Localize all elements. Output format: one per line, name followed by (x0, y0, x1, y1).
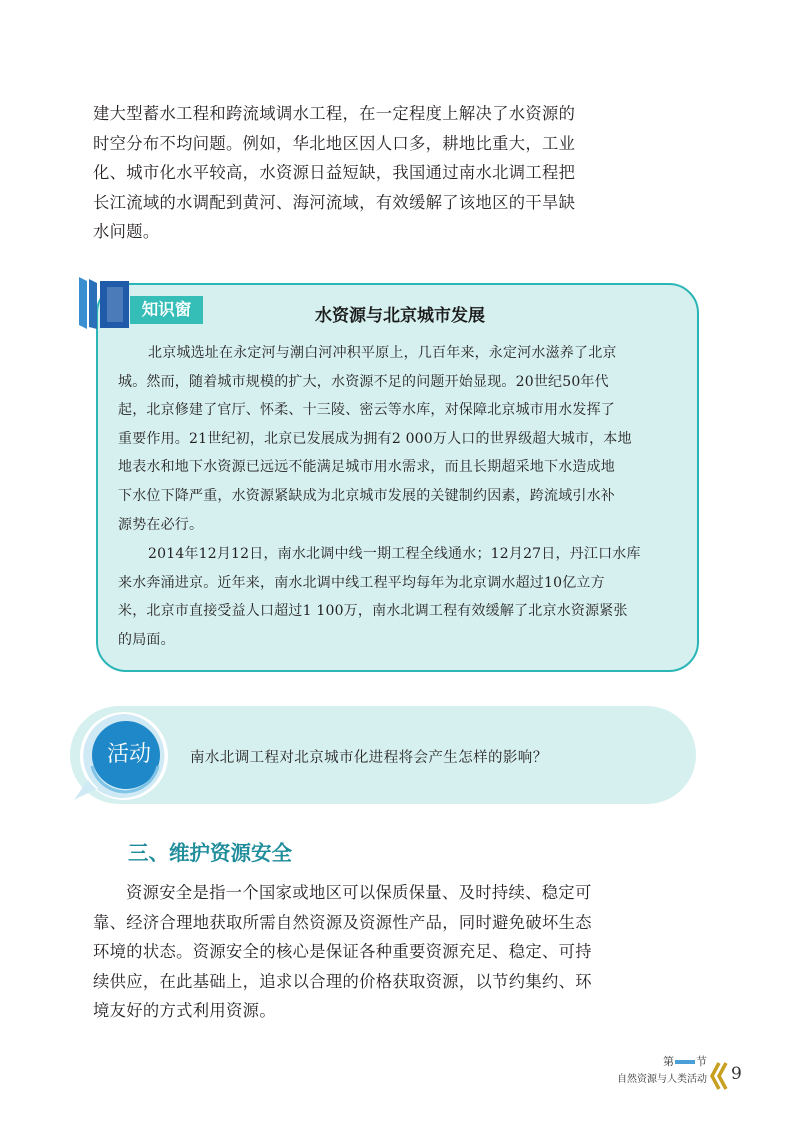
text-line: 下水位下降严重，水资源紧缺成为北京城市发展的关键制约因素，跨流域引水补 (118, 487, 615, 504)
page-number: 9 (731, 1064, 742, 1084)
section-heading: 三、维护资源安全 (128, 841, 292, 865)
text-line: 境友好的方式利用资源。 (93, 1001, 276, 1021)
text-line: 起，北京修建了官厅、怀柔、十三陵、密云等水库，对保障北京城市用水发挥了 (118, 402, 615, 419)
activity-question: 南水北调工程对北京城市化进程将会产生怎样的影响？ (190, 750, 548, 766)
chevron-left-icon (709, 1061, 729, 1091)
activity-label: 活动 (106, 742, 151, 767)
text-line: 地表水和地下水资源已远远不能满足城市用水需求，而且长期超采地下水造成地 (118, 459, 615, 476)
footer-subtitle: 自然资源与人类活动 (617, 1074, 707, 1085)
text-line: 建大型蓄水工程和跨流域调水工程，在一定程度上解决了水资源的 (93, 104, 576, 123)
knowledge-paragraph-2 (118, 540, 688, 654)
text-line: 北京城选址在永定河与潮白河冲积平原上，几百年来，永定河水滋养了北京 (148, 345, 617, 361)
text-line: 续供应，在此基础上，追求以合理的价格获取资源，以节约集约、环 (93, 971, 592, 991)
chapter-number-bar (675, 1060, 695, 1064)
text-line: 环境的状态。资源安全的核心是保证各种重要资源充足、稳定、可持 (93, 942, 592, 962)
footer-chapter (655, 1055, 707, 1069)
text-line: 水问题。 (93, 222, 160, 242)
text-line: 时空分布不均问题。例如，华北地区因人口多，耕地比重大，工业 (93, 133, 576, 153)
text-line: 长江流域的水调配到黄河、海河流域，有效缓解了该地区的干旱缺 (93, 192, 576, 212)
footer-chapter-suffix: 节 (696, 1055, 707, 1068)
text-line: 资源安全是指一个国家或地区可以保质保量、及时持续、稳定可 (126, 883, 592, 902)
text-line: 源势在必行。 (118, 516, 204, 533)
knowledge-window-title: 水资源与北京城市发展 (315, 306, 485, 326)
text-line: 米，北京市直接受益人口超过1 100万，南水北调工程有效缓解了北京水资源紧张 (118, 603, 628, 620)
text-line: 城。然而，随着城市规模的扩大，水资源不足的问题开始显现。20世纪50年代 (118, 373, 609, 390)
text-line: 化、城市化水平较高，水资源日益短缺，我国通过南水北调工程把 (93, 163, 576, 183)
text-line: 2014年12月12日，南水北调中线一期工程全线通水；12月27日，丹江口水库 (148, 546, 641, 562)
section-paragraph (93, 878, 593, 1026)
knowledge-paragraph-1 (118, 339, 688, 539)
text-line: 的局面。 (118, 631, 175, 648)
intro-paragraph (93, 99, 593, 247)
knowledge-window-tag: 知识窗 (130, 296, 203, 324)
text-line: 靠、经济合理地获取所需自然资源及资源性产品，同时避免破坏生态 (93, 912, 592, 932)
text-line: 来水奔涌进京。近年来，南水北调中线工程平均每年为北京调水超过10亿立方 (118, 574, 605, 591)
text-line: 重要作用。21世纪初，北京已发展成为拥有2 000万人口的世界级超大城市，本地 (118, 430, 632, 447)
footer-chapter-prefix: 第 (663, 1055, 674, 1068)
